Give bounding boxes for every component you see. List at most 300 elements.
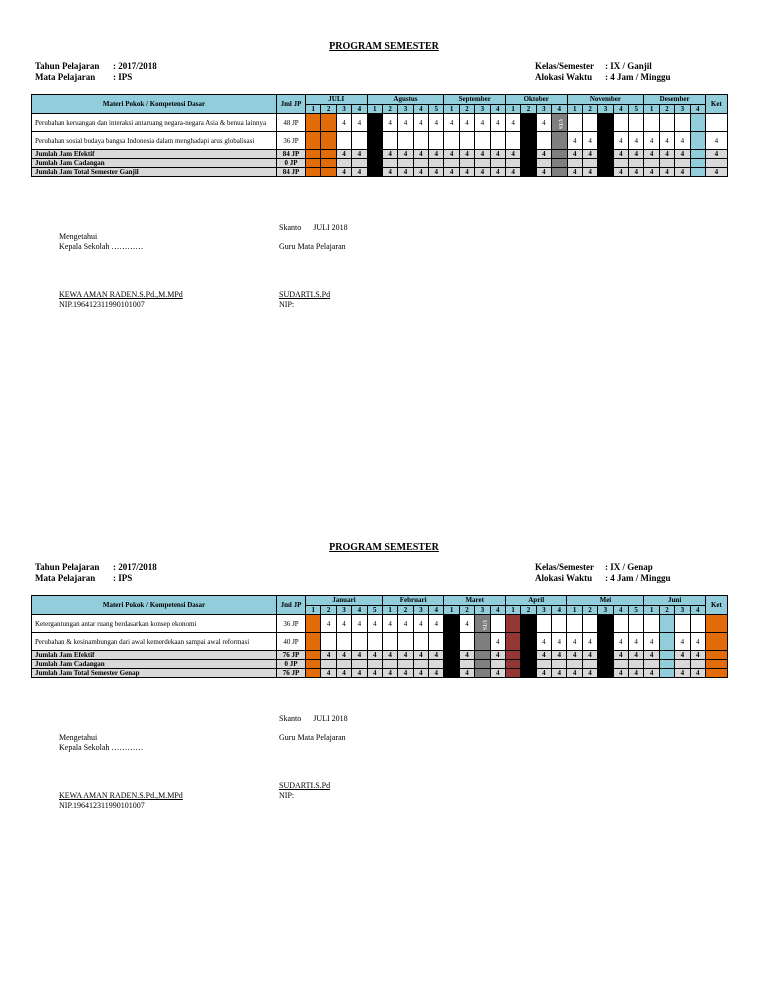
month-header: Maret <box>444 596 506 606</box>
week-cell <box>675 660 690 669</box>
week-cell: 4 <box>336 651 351 660</box>
week-cell: 4 <box>367 669 382 678</box>
week-cell: 4 <box>613 150 628 159</box>
sheet-title: PROGRAM SEMESTER <box>329 41 439 52</box>
week-header: 3 <box>598 605 613 615</box>
week-cell <box>521 159 536 168</box>
jp-cell: 40 JP <box>277 633 306 651</box>
week-cell: 4 <box>490 669 505 678</box>
week-cell <box>490 660 505 669</box>
week-cell <box>306 114 321 132</box>
table-row <box>32 660 728 669</box>
week-cell: 4 <box>429 651 444 660</box>
week-cell: 4 <box>659 168 674 177</box>
week-header: 3 <box>336 605 351 615</box>
meta-left <box>35 562 157 584</box>
guru-name: SUDARTI.S.Pd <box>279 290 331 299</box>
week-cell <box>505 132 520 150</box>
week-header: 2 <box>398 605 413 615</box>
week-cell: 4 <box>690 651 705 660</box>
uts-label: UTS <box>557 118 563 129</box>
week-header: 3 <box>475 605 490 615</box>
meta-right <box>535 562 671 584</box>
week-cell <box>367 159 382 168</box>
week-cell <box>306 669 321 678</box>
week-cell: 4 <box>490 150 505 159</box>
week-cell: 4 <box>505 168 520 177</box>
week-cell: 4 <box>705 150 727 159</box>
week-cell <box>582 615 597 633</box>
week-cell <box>321 132 336 150</box>
sheet-title: PROGRAM SEMESTER <box>329 542 439 553</box>
week-header: 2 <box>459 104 474 114</box>
week-cell: 4 <box>536 633 551 651</box>
week-cell <box>382 132 397 150</box>
week-cell <box>429 660 444 669</box>
week-cell <box>321 159 336 168</box>
week-cell <box>490 615 505 633</box>
header-ket: Ket <box>705 95 727 114</box>
week-cell: 4 <box>398 150 413 159</box>
mapel-label: Mata Pelajaran <box>35 72 96 82</box>
place-text: Skanto <box>279 714 302 723</box>
week-cell: 4 <box>459 150 474 159</box>
week-cell: 4 <box>675 168 690 177</box>
week-cell <box>675 159 690 168</box>
week-cell: 4 <box>459 615 474 633</box>
week-cell: 4 <box>536 150 551 159</box>
week-cell: 4 <box>413 651 428 660</box>
alokasi-value: : 4 Jam / Minggu <box>605 72 671 82</box>
week-cell <box>705 633 727 651</box>
week-cell <box>413 633 428 651</box>
month-header: Oktober <box>505 95 567 105</box>
kepala-text: Kepala Sekolah ………… <box>59 743 144 752</box>
week-cell <box>367 168 382 177</box>
week-header: 3 <box>336 104 351 114</box>
week-cell <box>582 114 597 132</box>
week-header: 4 <box>352 605 367 615</box>
week-header: 2 <box>521 605 536 615</box>
week-header: 1 <box>567 605 582 615</box>
week-header: 1 <box>306 605 321 615</box>
week-cell: 4 <box>659 132 674 150</box>
kepala-name: KEWA AMAN RADEN.S.Pd.,M.MPd <box>59 290 183 299</box>
signature-left <box>59 232 183 310</box>
week-cell <box>598 168 613 177</box>
week-cell <box>582 159 597 168</box>
week-cell: 4 <box>490 114 505 132</box>
week-cell <box>459 633 474 651</box>
materi-cell: Jumlah Jam Cadangan <box>32 660 277 669</box>
week-header: 3 <box>536 104 551 114</box>
week-cell: 4 <box>705 168 727 177</box>
header-ket: Ket <box>705 596 727 615</box>
week-cell <box>613 114 628 132</box>
week-cell <box>705 615 727 633</box>
week-cell <box>659 660 674 669</box>
week-header: 3 <box>536 605 551 615</box>
week-cell: 4 <box>675 150 690 159</box>
week-cell: 4 <box>336 669 351 678</box>
week-cell: 4 <box>382 669 397 678</box>
week-cell <box>629 159 644 168</box>
week-cell: 4 <box>629 168 644 177</box>
week-cell: 4 <box>398 669 413 678</box>
week-cell <box>675 114 690 132</box>
week-cell: 4 <box>644 168 659 177</box>
week-cell <box>398 633 413 651</box>
week-cell <box>367 114 382 132</box>
week-header: 1 <box>505 605 520 615</box>
signature-right <box>279 223 348 310</box>
week-cell: 4 <box>675 633 690 651</box>
kepala-text: Kepala Sekolah ………… <box>59 242 144 251</box>
week-cell <box>659 651 674 660</box>
week-cell <box>367 633 382 651</box>
month-header: Januari <box>306 596 383 606</box>
week-cell <box>382 660 397 669</box>
week-cell: 4 <box>490 651 505 660</box>
week-cell: 4 <box>567 168 582 177</box>
week-header: 1 <box>306 104 321 114</box>
week-cell <box>306 633 321 651</box>
week-cell: 4 <box>398 615 413 633</box>
meta-right <box>535 61 671 83</box>
week-cell <box>628 660 643 669</box>
week-cell <box>644 114 659 132</box>
materi-cell: Perubahan sosial budaya bangsa Indonesia dalam menghadapi arus globalisasi <box>32 132 277 150</box>
month-header: Juni <box>644 596 706 606</box>
week-cell <box>552 114 567 132</box>
materi-cell: Ketergantungan antar ruang berdasarkan konsep ekonomi <box>32 615 277 633</box>
week-cell <box>444 615 459 633</box>
week-cell <box>644 615 659 633</box>
week-cell <box>413 159 428 168</box>
week-header: 4 <box>490 605 505 615</box>
week-cell: 4 <box>459 651 474 660</box>
week-cell <box>598 159 613 168</box>
week-cell <box>536 159 551 168</box>
week-cell <box>321 168 336 177</box>
materi-cell: Jumlah Jam Total Semester Genap <box>32 669 277 678</box>
week-header: 1 <box>505 104 520 114</box>
week-cell: 4 <box>690 669 705 678</box>
week-cell <box>475 615 490 633</box>
mapel-value: : IPS <box>113 72 133 82</box>
month-header: November <box>567 95 644 105</box>
header-jml: Jml JP <box>277 95 306 114</box>
week-cell: 4 <box>336 615 351 633</box>
week-cell: 4 <box>613 651 628 660</box>
week-cell: 4 <box>444 114 459 132</box>
week-header: 2 <box>659 605 674 615</box>
week-cell <box>321 114 336 132</box>
week-cell <box>552 159 567 168</box>
mapel-label: Mata Pelajaran <box>35 573 96 583</box>
week-header: 3 <box>675 104 690 114</box>
week-cell <box>598 150 613 159</box>
week-header: 5 <box>367 605 382 615</box>
week-cell: 4 <box>613 669 628 678</box>
week-cell: 4 <box>413 114 428 132</box>
jp-cell: 36 JP <box>277 132 306 150</box>
week-cell <box>567 159 582 168</box>
week-cell: 4 <box>429 669 444 678</box>
week-cell <box>352 660 367 669</box>
kepala-nip: NIP.196412311990101007 <box>59 300 145 309</box>
week-cell: 4 <box>705 132 727 150</box>
week-cell: 4 <box>536 168 551 177</box>
header-jml: Jml JP <box>277 596 306 615</box>
month-header: Mei <box>567 596 644 606</box>
week-header: 2 <box>521 104 536 114</box>
week-cell <box>459 660 474 669</box>
week-header: 1 <box>444 104 459 114</box>
week-cell <box>429 633 444 651</box>
week-cell <box>505 669 520 678</box>
week-header: 5 <box>429 104 444 114</box>
week-cell: 4 <box>382 615 397 633</box>
week-cell <box>598 660 613 669</box>
week-cell: 4 <box>552 633 567 651</box>
week-cell <box>598 615 613 633</box>
week-cell: 4 <box>382 651 397 660</box>
week-cell: 4 <box>475 168 490 177</box>
week-cell: 4 <box>582 651 597 660</box>
week-cell <box>398 132 413 150</box>
kepala-name: KEWA AMAN RADEN.S.Pd.,M.MPd <box>59 791 183 800</box>
week-cell <box>644 660 659 669</box>
week-header: 4 <box>690 104 705 114</box>
week-cell <box>628 615 643 633</box>
week-cell <box>505 633 520 651</box>
week-cell: 4 <box>505 150 520 159</box>
alokasi-value: : 4 Jam / Minggu <box>605 573 671 583</box>
materi-cell: Perubahan & kesinambungan dari awal kemerdekaan sampai awal reformasi <box>32 633 277 651</box>
week-cell <box>306 132 321 150</box>
week-cell: 4 <box>628 669 643 678</box>
week-cell <box>536 660 551 669</box>
week-cell <box>567 615 582 633</box>
week-cell <box>475 132 490 150</box>
week-cell <box>429 132 444 150</box>
week-cell <box>444 132 459 150</box>
week-header: 5 <box>629 104 644 114</box>
week-header: 1 <box>382 605 397 615</box>
week-cell: 4 <box>336 150 351 159</box>
week-header: 4 <box>429 605 444 615</box>
week-header: 4 <box>613 605 628 615</box>
week-cell <box>505 159 520 168</box>
week-header: 4 <box>490 104 505 114</box>
week-cell <box>705 660 727 669</box>
week-cell: 4 <box>490 633 505 651</box>
tahun-value: : 2017/2018 <box>113 61 157 71</box>
week-cell <box>398 660 413 669</box>
week-cell <box>659 633 674 651</box>
week-cell <box>413 660 428 669</box>
week-cell <box>521 660 536 669</box>
week-cell: 4 <box>582 132 597 150</box>
week-header: 2 <box>321 104 336 114</box>
jp-cell: 84 JP <box>277 150 306 159</box>
week-cell <box>690 168 705 177</box>
week-cell <box>352 159 367 168</box>
week-cell <box>521 633 536 651</box>
jp-cell: 36 JP <box>277 615 306 633</box>
month-header: Agustus <box>367 95 444 105</box>
week-cell: 4 <box>567 633 582 651</box>
week-cell <box>490 159 505 168</box>
table-row <box>32 132 728 150</box>
week-cell: 4 <box>613 168 628 177</box>
week-cell: 4 <box>444 150 459 159</box>
table-row <box>32 633 728 651</box>
week-cell: 4 <box>413 669 428 678</box>
week-cell <box>475 159 490 168</box>
week-cell: 4 <box>629 132 644 150</box>
week-cell: 4 <box>429 168 444 177</box>
week-cell <box>505 651 520 660</box>
materi-cell: Jumlah Jam Efektif <box>32 651 277 660</box>
week-cell: 4 <box>675 651 690 660</box>
week-cell: 4 <box>429 114 444 132</box>
week-cell <box>336 660 351 669</box>
week-cell <box>598 114 613 132</box>
meta-left <box>35 61 157 83</box>
signature-left <box>59 733 183 811</box>
week-cell: 4 <box>352 669 367 678</box>
week-cell: 4 <box>582 669 597 678</box>
guru-nip: NIP: <box>279 791 295 800</box>
materi-cell: Jumlah Jam Efektif <box>32 150 277 159</box>
week-cell: 4 <box>644 651 659 660</box>
week-cell <box>690 150 705 159</box>
week-header: 1 <box>644 104 659 114</box>
week-cell: 4 <box>582 168 597 177</box>
week-cell <box>705 669 727 678</box>
uts-label: UTS <box>480 619 486 630</box>
kelas-value: : IX / Genap <box>605 562 653 572</box>
week-cell: 4 <box>613 132 628 150</box>
guru-text: Guru Mata Pelajaran <box>279 242 346 251</box>
week-cell <box>336 132 351 150</box>
week-cell <box>705 114 727 132</box>
kelas-value: : IX / Ganjil <box>605 61 652 71</box>
week-cell <box>306 168 321 177</box>
week-cell <box>690 159 705 168</box>
week-cell <box>352 633 367 651</box>
week-cell <box>444 159 459 168</box>
alokasi-label: Alokasi Waktu <box>535 573 593 583</box>
kelas-label: Kelas/Semester <box>535 61 594 71</box>
week-cell: 4 <box>552 669 567 678</box>
week-cell <box>552 168 567 177</box>
week-cell <box>382 159 397 168</box>
week-cell <box>521 132 536 150</box>
date-text: JULI 2018 <box>313 223 348 232</box>
table-row <box>32 168 728 177</box>
week-header: 3 <box>475 104 490 114</box>
tahun-label: Tahun Pelajaran <box>35 61 100 71</box>
week-cell: 4 <box>536 651 551 660</box>
semester-table <box>31 595 728 678</box>
week-cell: 4 <box>628 633 643 651</box>
week-cell <box>675 615 690 633</box>
week-cell: 4 <box>536 114 551 132</box>
week-cell <box>444 651 459 660</box>
week-cell <box>336 159 351 168</box>
week-cell: 4 <box>429 615 444 633</box>
week-cell <box>705 159 727 168</box>
week-header: 3 <box>413 605 428 615</box>
week-cell: 4 <box>413 615 428 633</box>
week-cell <box>659 669 674 678</box>
week-cell: 4 <box>644 150 659 159</box>
week-cell: 4 <box>444 168 459 177</box>
week-cell: 4 <box>398 168 413 177</box>
jp-cell: 0 JP <box>277 159 306 168</box>
week-header: 4 <box>690 605 705 615</box>
week-cell: 4 <box>459 168 474 177</box>
jp-cell: 48 JP <box>277 114 306 132</box>
table-row <box>32 615 728 633</box>
alokasi-label: Alokasi Waktu <box>535 72 593 82</box>
week-cell <box>644 159 659 168</box>
week-cell: 4 <box>536 669 551 678</box>
week-cell <box>336 633 351 651</box>
week-cell <box>598 633 613 651</box>
jp-cell: 84 JP <box>277 168 306 177</box>
materi-cell: Jumlah Jam Cadangan <box>32 159 277 168</box>
week-cell <box>398 159 413 168</box>
week-cell: 4 <box>613 633 628 651</box>
table-row <box>32 150 728 159</box>
week-header: 1 <box>567 104 582 114</box>
week-cell <box>521 615 536 633</box>
week-cell: 4 <box>321 651 336 660</box>
date-text: JULI 2018 <box>313 714 348 723</box>
week-cell <box>306 660 321 669</box>
week-cell: 4 <box>675 669 690 678</box>
table-row <box>32 651 728 660</box>
week-cell: 4 <box>644 633 659 651</box>
month-header: Desember <box>644 95 706 105</box>
week-cell <box>367 132 382 150</box>
week-cell: 4 <box>429 150 444 159</box>
week-cell: 4 <box>582 150 597 159</box>
week-cell: 4 <box>552 651 567 660</box>
week-cell: 4 <box>352 114 367 132</box>
week-cell <box>505 660 520 669</box>
week-cell <box>413 132 428 150</box>
week-cell: 4 <box>629 150 644 159</box>
week-cell: 4 <box>367 615 382 633</box>
week-cell: 4 <box>459 669 474 678</box>
week-cell: 4 <box>352 651 367 660</box>
week-cell <box>382 633 397 651</box>
week-header: 2 <box>582 605 597 615</box>
week-cell <box>490 132 505 150</box>
header-materi: Materi Pokok / Kompetensi Dasar <box>32 596 277 615</box>
week-cell <box>598 651 613 660</box>
week-cell: 4 <box>321 669 336 678</box>
week-cell <box>598 132 613 150</box>
week-cell <box>659 159 674 168</box>
week-header: 2 <box>321 605 336 615</box>
week-cell <box>598 669 613 678</box>
